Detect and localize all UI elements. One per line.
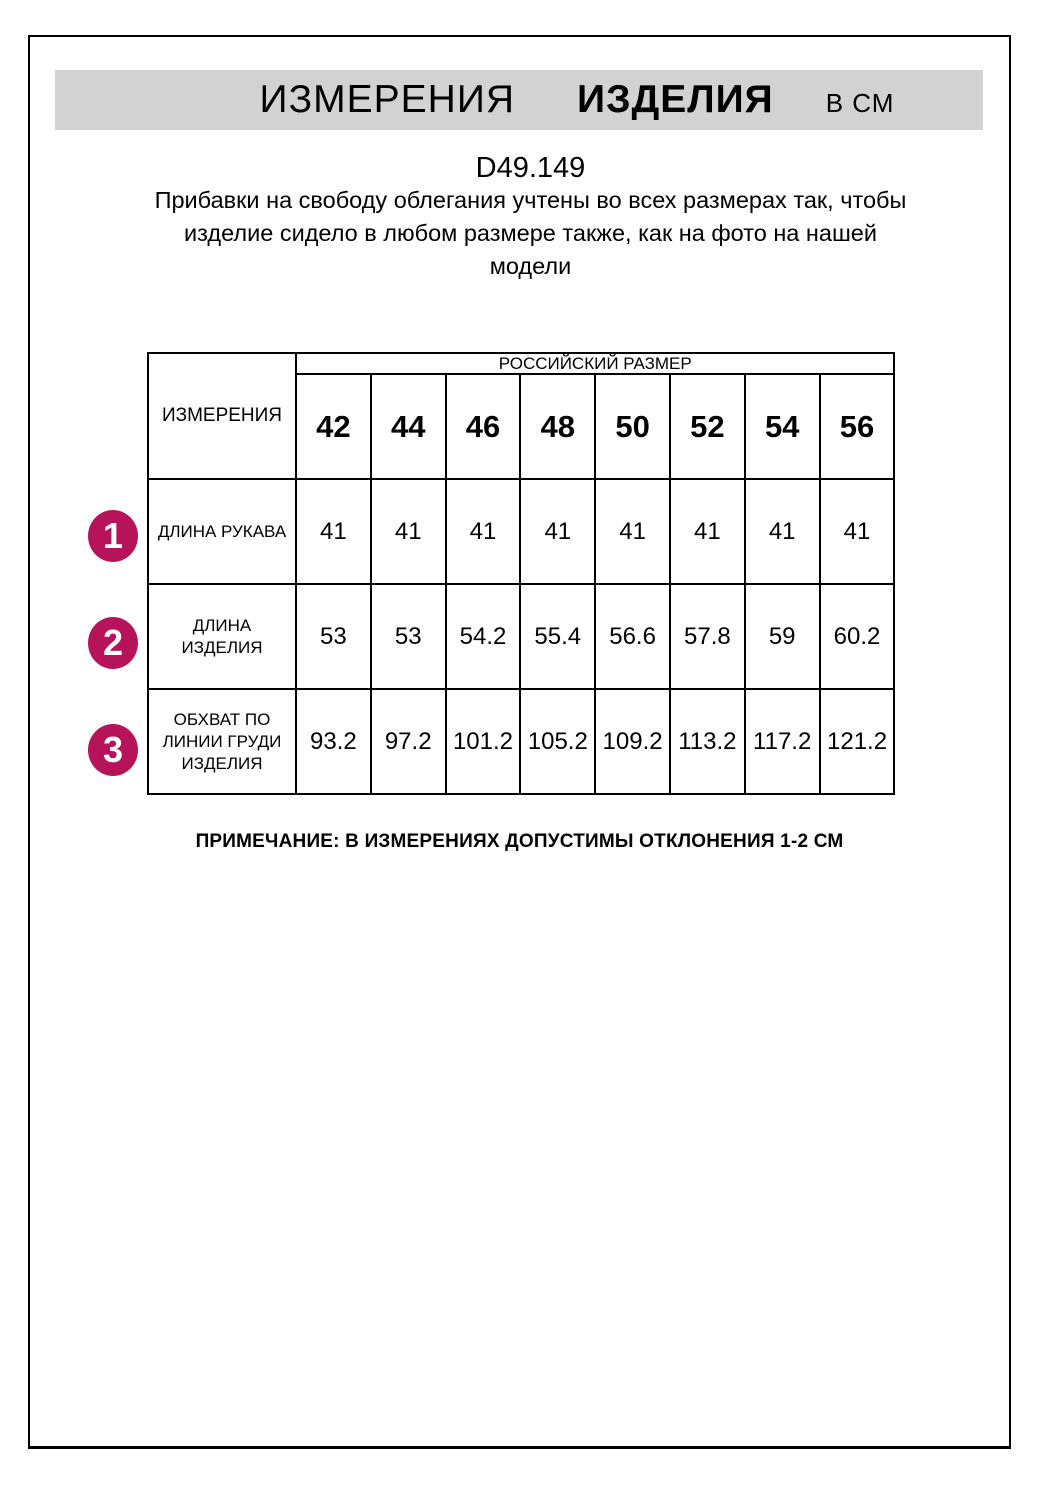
row-number-badge-3: 3: [88, 724, 138, 776]
title-measurements: ИЗМЕРЕНИЯ: [259, 78, 516, 121]
table-row-sleeve-length: [148, 479, 894, 584]
value-cell: 53: [296, 584, 371, 689]
value-cell: 113.2: [670, 689, 745, 794]
row-label: ОБХВАТ ПО ЛИНИИ ГРУДИ ИЗДЕЛИЯ: [148, 689, 296, 794]
size-col-header: 56: [820, 374, 895, 479]
title-units: В СМ: [825, 88, 895, 118]
row-number-badge-2: 2: [88, 617, 138, 669]
value-cell: 59: [745, 584, 820, 689]
value-cell: 53: [371, 584, 446, 689]
size-col-header: 48: [520, 374, 595, 479]
value-cell: 97.2: [371, 689, 446, 794]
table-row-chest-girth: [148, 689, 894, 794]
size-col-header: 46: [446, 374, 521, 479]
value-cell: 41: [670, 479, 745, 584]
measurements-table: [147, 352, 895, 795]
value-cell: 55.4: [520, 584, 595, 689]
value-cell: 54.2: [446, 584, 521, 689]
intro-line: изделие сидело в любом размере также, как на фото на нашей: [184, 220, 877, 246]
value-cell: 105.2: [520, 689, 595, 794]
corner-label: ИЗМЕРЕНИЯ: [148, 353, 296, 479]
model-code: D49.149: [475, 152, 586, 184]
row-label: ДЛИНА РУКАВА: [148, 479, 296, 584]
row-label: ДЛИНА ИЗДЕЛИЯ: [148, 584, 296, 689]
intro-line: Прибавки на свободу облегания учтены во всех размерах так, чтобы: [154, 187, 907, 213]
value-cell: 41: [595, 479, 670, 584]
title-product: ИЗДЕЛИЯ: [577, 78, 774, 121]
value-cell: 117.2: [745, 689, 820, 794]
intro-paragraph: [0, 184, 1061, 283]
value-cell: 41: [446, 479, 521, 584]
size-col-header: 42: [296, 374, 371, 479]
value-cell: 41: [520, 479, 595, 584]
size-system-header: РОССИЙСКИЙ РАЗМЕР: [296, 353, 894, 374]
size-col-header: 44: [371, 374, 446, 479]
value-cell: 41: [745, 479, 820, 584]
value-cell: 121.2: [820, 689, 895, 794]
row-number-badge-1: 1: [88, 510, 138, 562]
value-cell: 41: [820, 479, 895, 584]
value-cell: 57.8: [670, 584, 745, 689]
value-cell: 60.2: [820, 584, 895, 689]
value-cell: 41: [371, 479, 446, 584]
page-title: [260, 78, 895, 122]
title-bar: [55, 70, 983, 130]
intro-line: модели: [489, 253, 572, 279]
size-col-header: 50: [595, 374, 670, 479]
value-cell: 41: [296, 479, 371, 584]
size-col-header: 52: [670, 374, 745, 479]
tolerance-note: ПРИМЕЧАНИЕ: В ИЗМЕРЕНИЯХ ДОПУСТИМЫ ОТКЛОНЕНИЯ 1-2 СМ: [195, 831, 844, 852]
value-cell: 56.6: [595, 584, 670, 689]
table-row-garment-length: [148, 584, 894, 689]
value-cell: 109.2: [595, 689, 670, 794]
value-cell: 101.2: [446, 689, 521, 794]
size-col-header: 54: [745, 374, 820, 479]
value-cell: 93.2: [296, 689, 371, 794]
